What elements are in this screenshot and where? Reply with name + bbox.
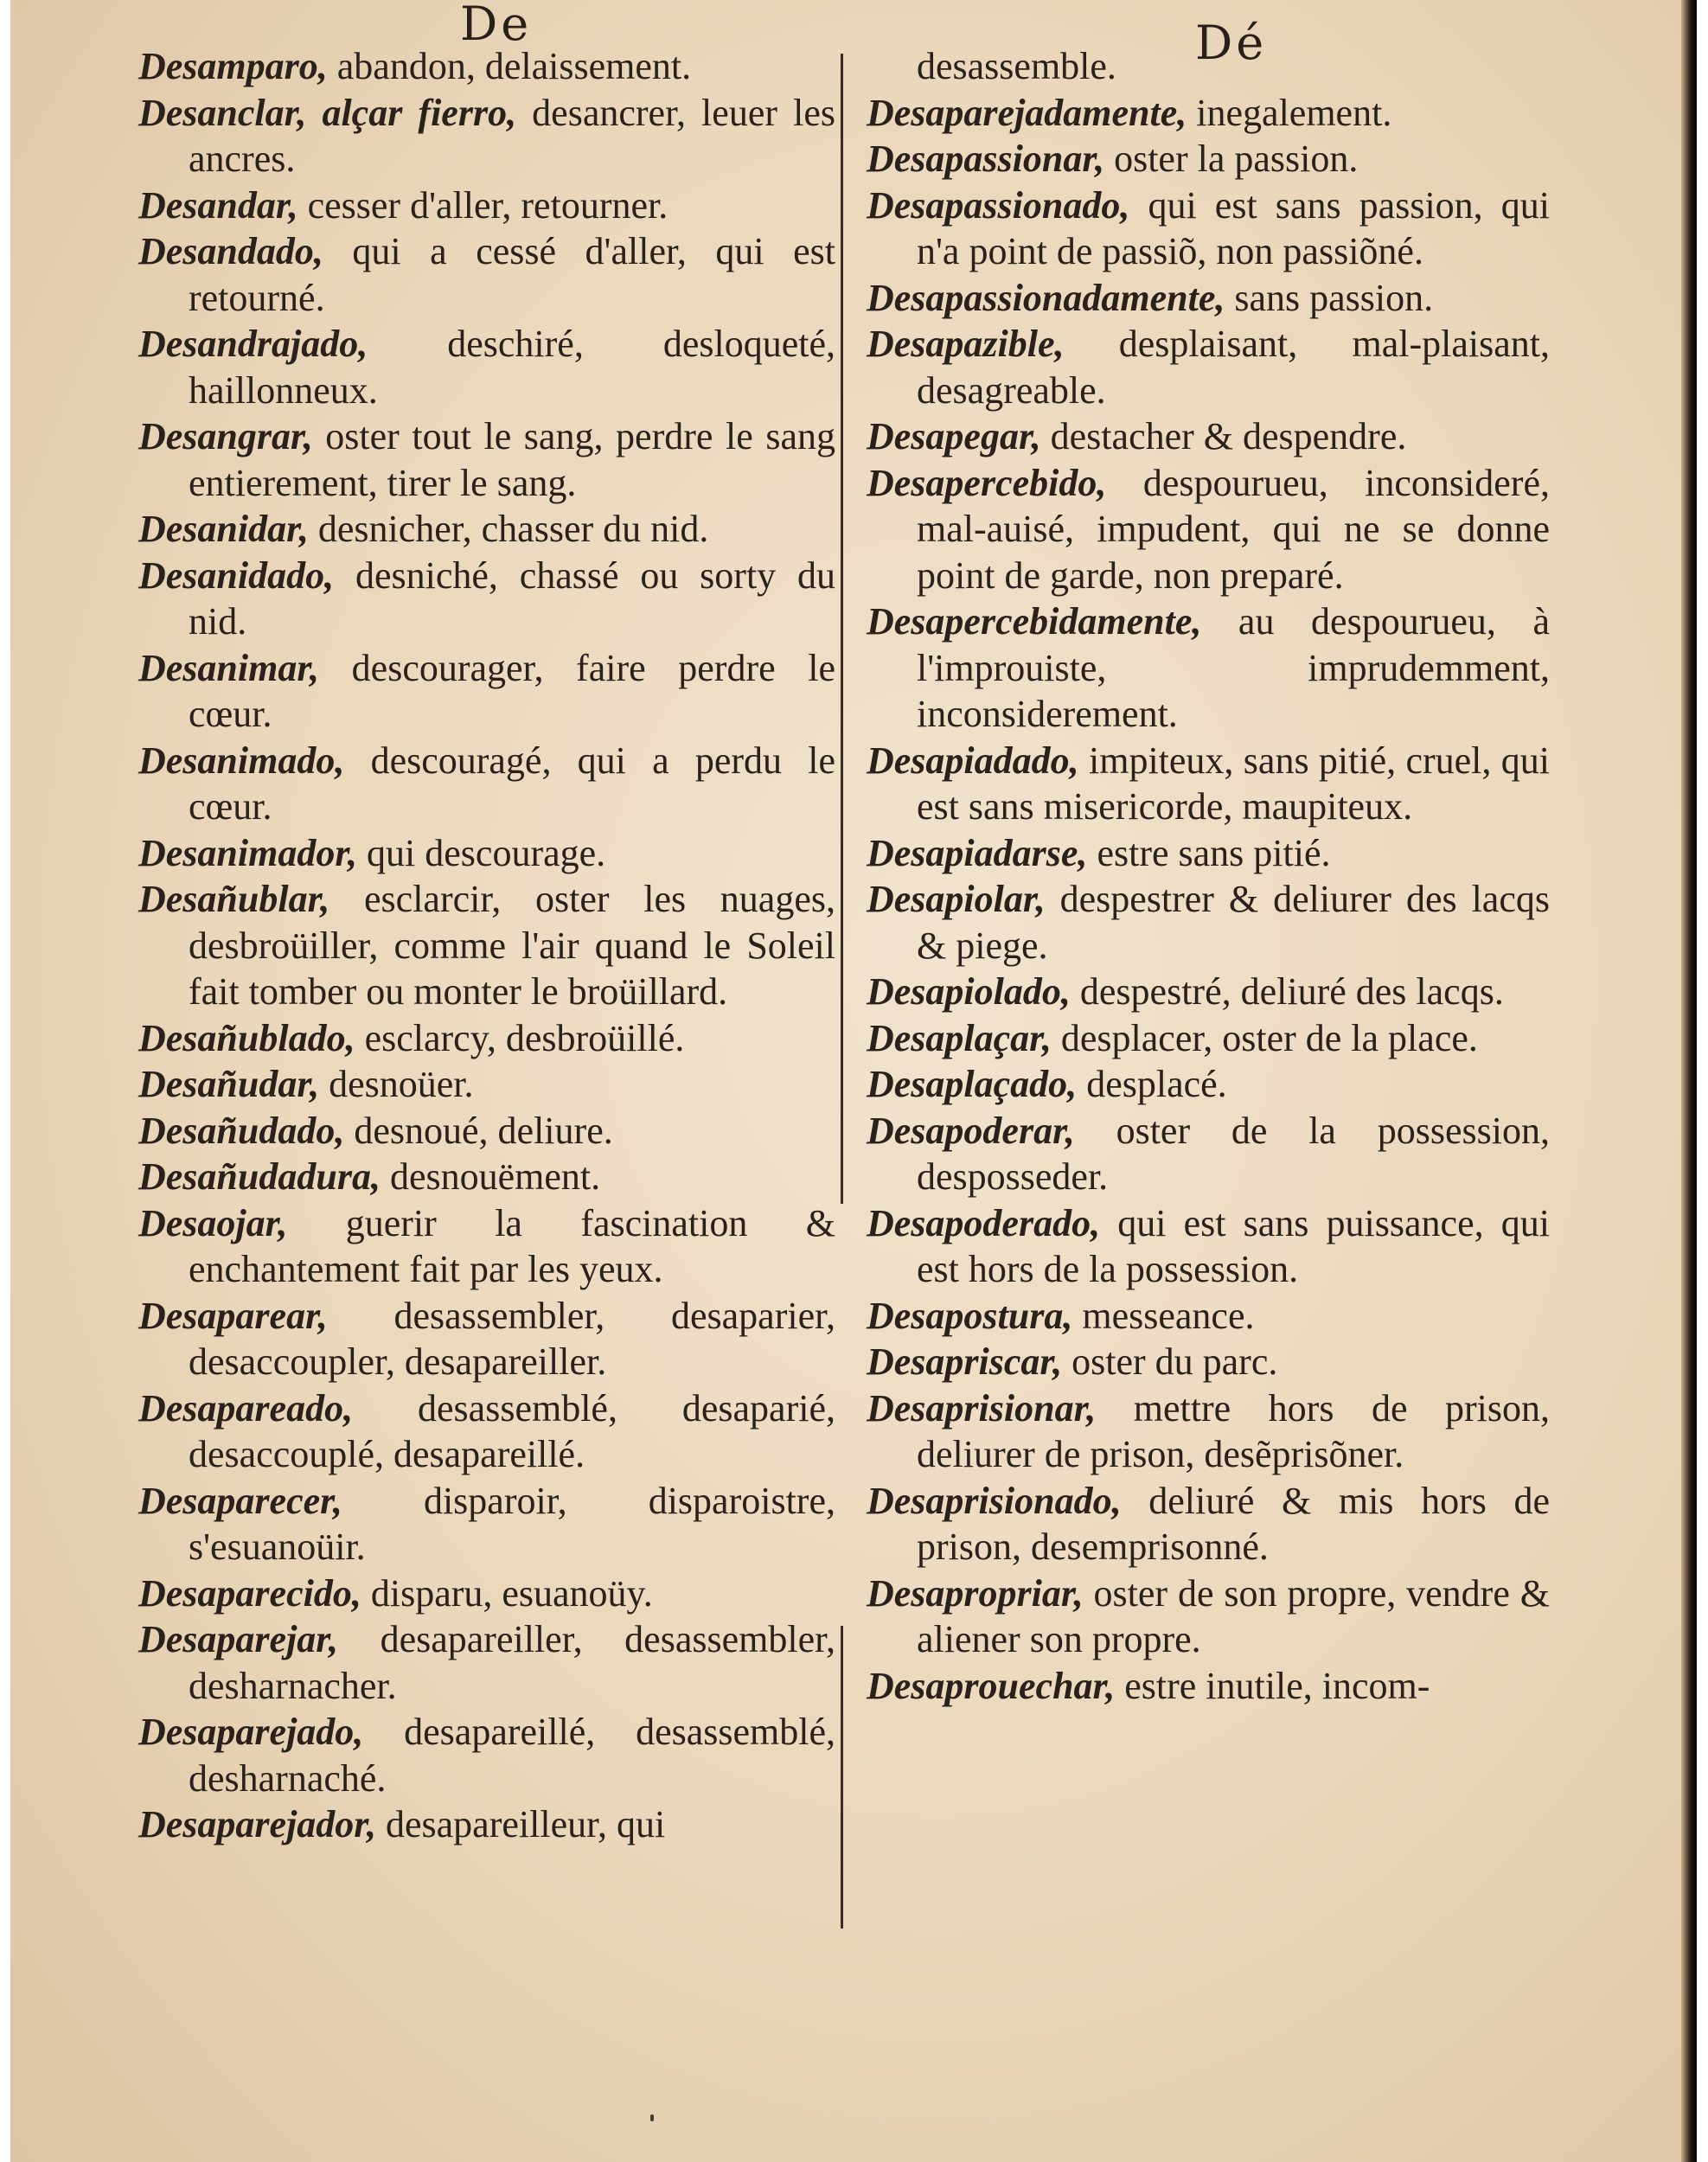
entry-headword: Desaplaçar,: [867, 1016, 1052, 1059]
dictionary-entry: [867, 1339, 1550, 1385]
entry-headword: Desanimado,: [138, 739, 345, 782]
entry-definition: deliuré & mis hors de prison, desemprisonné.: [917, 1479, 1550, 1568]
dictionary-entry: [138, 1200, 835, 1293]
dictionary-entry: [867, 1061, 1550, 1108]
entry-definition: guerir la fascination & enchantement fait par les yeux.: [189, 1201, 835, 1290]
entry-headword: Desandar,: [138, 183, 298, 227]
dictionary-page: [10, 0, 1697, 2162]
entry-definition: desnicher, chasser du nid.: [308, 508, 709, 550]
entry-headword: Desanidado,: [138, 553, 335, 597]
entry-definition: descourager, faire perdre le cœur.: [189, 646, 835, 735]
entry-definition: desplaisant, mal-plaisant, desagreable.: [917, 323, 1550, 412]
entry-headword: Desapropriar,: [867, 1571, 1084, 1615]
entry-headword: Desañudar,: [138, 1063, 320, 1105]
dictionary-entry: [867, 1570, 1550, 1663]
entry-headword: Desanclar, alçar fierro,: [138, 91, 517, 134]
entry-headword: Desañudado,: [138, 1109, 345, 1152]
dictionary-entry: [867, 598, 1550, 738]
dictionary-entry: [867, 182, 1550, 275]
ink-speck: [650, 2114, 654, 2121]
entry-definition: cesser d'aller, retourner.: [297, 183, 668, 227]
dictionary-entry: [867, 876, 1550, 969]
entry-headword: Desapegar,: [867, 415, 1041, 457]
entry-headword: Desaprouechar,: [867, 1664, 1116, 1707]
entry-definition: estre sans pitié.: [1087, 831, 1331, 874]
entry-headword: Desaparear,: [138, 1294, 328, 1337]
entry-definition: esclarcy, desbroüillé.: [355, 1016, 685, 1059]
dictionary-entry: [138, 1616, 835, 1709]
entry-definition: oster du parc.: [1062, 1340, 1278, 1383]
entry-headword: Desañudadura,: [138, 1155, 381, 1198]
entry-definition: desapareillé, desassemblé, desharnaché.: [189, 1711, 835, 1800]
entry-headword: Desañublado,: [138, 1016, 355, 1059]
entry-headword: Desaojar,: [138, 1201, 288, 1244]
entry-definition: despestrer & deliurer des lacqs & piege.: [917, 878, 1550, 967]
dictionary-entry: [138, 1154, 835, 1200]
dictionary-entry: [138, 1570, 835, 1617]
entry-definition: oster de son propre, vendre & aliener son propre.: [917, 1571, 1550, 1660]
dictionary-entry: [138, 553, 835, 645]
entry-headword: Desapareado,: [138, 1386, 354, 1430]
entry-definition: oster de la possession, desposseder.: [917, 1109, 1550, 1198]
entry-headword: Desangrar,: [138, 415, 313, 457]
entry-headword: Desañublar,: [138, 878, 330, 920]
dictionary-entry: [138, 90, 835, 182]
dictionary-entry: [138, 228, 835, 321]
entry-headword: Desapiolado,: [867, 970, 1071, 1013]
entry-headword: Desapoderar,: [867, 1109, 1075, 1152]
dictionary-entry: [138, 1385, 835, 1478]
entry-definition: despourueu, inconsideré, mal-auisé, impudent, qui ne se donne point de garde, non preparé.: [917, 461, 1550, 597]
entry-headword: Desaparecer,: [138, 1479, 342, 1522]
dictionary-entry: [138, 738, 835, 830]
entry-headword: Desanidar,: [138, 508, 309, 550]
dictionary-entry: [867, 1108, 1550, 1200]
dictionary-entry: [867, 738, 1550, 830]
dictionary-entry: [867, 90, 1550, 137]
dictionary-entry: [138, 43, 835, 90]
entry-definition: desniché, chassé ou sorty du nid.: [189, 553, 835, 643]
entry-definition: qui est sans puissance, qui est hors de la possession.: [917, 1201, 1550, 1290]
entry-headword: Desapiolar,: [867, 878, 1046, 920]
entry-definition: desapareilleur, qui: [376, 1803, 666, 1845]
entry-headword: Desapassionado,: [867, 183, 1130, 227]
dictionary-entry: [867, 830, 1550, 877]
dictionary-entry: [138, 830, 835, 877]
dictionary-entry: [867, 1293, 1550, 1340]
entry-definition: qui a cessé d'aller, qui est retourné.: [189, 230, 835, 319]
entry-definition: destacher & despendre.: [1040, 415, 1407, 457]
dictionary-entry: [138, 506, 835, 553]
entry-definition: qui descourage.: [357, 831, 606, 874]
entry-definition: sans passion.: [1225, 276, 1434, 319]
entry-headword: Desanimar,: [138, 646, 320, 689]
entry-headword: Desapiadarse,: [867, 831, 1088, 874]
entry-definition: deschiré, desloqueté, haillonneux.: [189, 323, 835, 412]
dictionary-entry: [138, 645, 835, 738]
dictionary-entry: [867, 1478, 1550, 1570]
entry-headword: Desapriscar,: [867, 1340, 1063, 1383]
entry-definition: qui est sans passion, qui n'a point de passiõ, non passiõné.: [917, 183, 1550, 272]
entry-definition: desassembler, desaparier, desaccoupler, desapareiller.: [189, 1294, 835, 1383]
dictionary-entry: [138, 413, 835, 506]
entry-headword: Desapazible,: [867, 323, 1065, 365]
entry-definition: desplacer, oster de la place.: [1051, 1016, 1478, 1059]
dictionary-entry: [138, 1709, 835, 1801]
column-rule: [841, 1626, 843, 1929]
entry-headword: Desapostura,: [867, 1294, 1073, 1337]
entry-headword: Desaparecido,: [138, 1571, 361, 1615]
entry-headword: Desaprisionado,: [867, 1479, 1122, 1522]
dictionary-entry: [138, 1478, 835, 1570]
dictionary-entry: [867, 275, 1550, 322]
entry-headword: Desapoderado,: [867, 1201, 1101, 1244]
entry-definition: desnoué, deliure.: [344, 1109, 613, 1152]
entry-definition: esclarcir, oster les nuages, desbroüiller, comme l'air quand le Soleil fait tomber ou monter le broüillard.: [189, 878, 835, 1013]
entry-continuation: desassemble.: [917, 45, 1116, 87]
entry-headword: Desapiadado,: [867, 739, 1079, 782]
entry-definition: inegalement.: [1187, 91, 1392, 134]
dictionary-entry: [138, 1061, 835, 1108]
entry-definition: desapareiller, desassembler, desharnacher.: [189, 1618, 835, 1707]
entry-headword: Desandrajado,: [138, 323, 368, 365]
running-head-left: De: [460, 0, 533, 51]
dictionary-entry: [867, 460, 1550, 599]
dictionary-entry: [867, 1200, 1550, 1293]
entry-definition: oster la passion.: [1104, 138, 1359, 180]
entry-definition: descouragé, qui a perdu le cœur.: [189, 739, 835, 828]
entry-headword: Desapassionadamente,: [867, 276, 1225, 319]
entry-headword: Desanimador,: [138, 831, 358, 874]
running-head-right: Dé: [1195, 16, 1268, 70]
entry-definition: desassemblé, desaparié, desaccouplé, desapareillé.: [189, 1386, 835, 1475]
entry-headword: Desaparejador,: [138, 1803, 376, 1845]
dictionary-entry: [867, 321, 1550, 413]
entry-headword: Desapercebido,: [867, 461, 1107, 504]
dictionary-entry: [867, 1015, 1550, 1062]
entry-headword: Desandado,: [138, 230, 323, 272]
entry-headword: Desaparejado,: [138, 1711, 364, 1753]
dictionary-entry: [867, 413, 1550, 460]
entry-definition: abandon, delaissement.: [327, 45, 692, 87]
left-column: [138, 43, 835, 1848]
dictionary-entry: [138, 1015, 835, 1062]
dictionary-entry: [138, 1801, 835, 1848]
dictionary-entry: [867, 136, 1550, 182]
entry-definition: estre inutile, incom-: [1115, 1664, 1430, 1707]
dictionary-entry: [138, 182, 835, 229]
entry-headword: Desaprisionar,: [867, 1386, 1097, 1430]
right-column: [867, 43, 1550, 1709]
entry-headword: Desapassionar,: [867, 138, 1105, 180]
entry-definition: despestré, deliuré des lacqs.: [1070, 970, 1504, 1013]
dictionary-entry: [867, 1385, 1550, 1478]
entry-headword: Desamparo,: [138, 45, 328, 87]
entry-definition: desnouëment.: [380, 1155, 601, 1198]
dictionary-entry: [138, 1293, 835, 1385]
entry-headword: Desaparejar,: [138, 1618, 338, 1660]
entry-definition: au despourueu, à l'improuiste, imprudemment, inconsiderement.: [917, 600, 1550, 735]
entry-definition: oster tout le sang, perdre le sang entierement, tirer le sang.: [189, 415, 835, 504]
entry-definition: desplacé.: [1077, 1063, 1227, 1105]
column-rule: [841, 54, 843, 1204]
entry-headword: Desapercebidamente,: [867, 600, 1202, 643]
entry-definition: desancrer, leuer les ancres.: [189, 91, 835, 180]
entry-definition: disparu, esuanoüy.: [361, 1571, 653, 1615]
entry-definition: disparoir, disparoistre, s'esuanoüir.: [189, 1479, 835, 1568]
dictionary-entry: [867, 1663, 1550, 1710]
entry-definition: mettre hors de prison, deliurer de prison, desẽprisõner.: [917, 1386, 1550, 1475]
entry-headword: Desaparejadamente,: [867, 91, 1187, 134]
dictionary-entry: [867, 969, 1550, 1015]
entry-definition: impiteux, sans pitié, cruel, qui est sans misericorde, maupiteux.: [917, 739, 1550, 828]
entry-definition: desnoüer.: [319, 1063, 474, 1105]
dictionary-entry: [138, 876, 835, 1015]
book-gutter: [1681, 0, 1697, 2162]
entry-headword: Desaplaçado,: [867, 1063, 1078, 1105]
dictionary-entry: [138, 321, 835, 413]
dictionary-entry: [138, 1108, 835, 1155]
entry-definition: messeance.: [1072, 1294, 1255, 1337]
